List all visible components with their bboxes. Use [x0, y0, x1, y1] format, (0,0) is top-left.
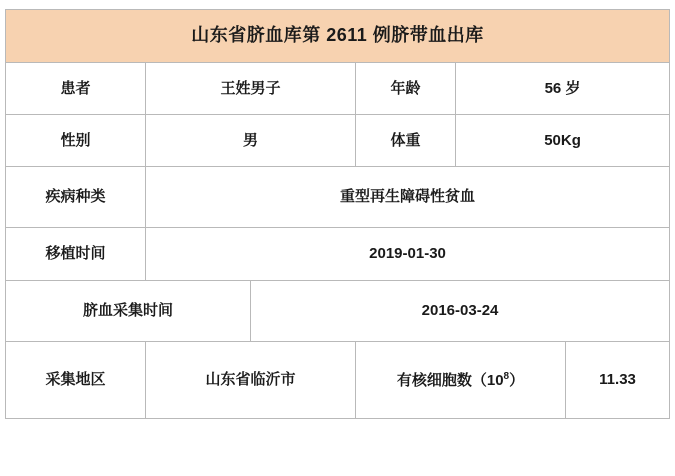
patient-value: 王姓男子: [146, 63, 356, 115]
disease-value: 重型再生障碍性贫血: [146, 167, 670, 228]
transplant-time-label: 移植时间: [6, 228, 146, 281]
gender-value: 男: [146, 115, 356, 167]
collection-region-value: 山东省临沂市: [146, 342, 356, 419]
table-row: [6, 228, 670, 281]
patient-label: 患者: [6, 63, 146, 115]
gender-label: 性别: [6, 115, 146, 167]
weight-label: 体重: [356, 115, 456, 167]
nucleated-cell-count-value: 11.33: [566, 342, 670, 419]
nucleated-cell-count-exponent: 8: [503, 370, 510, 382]
umbilical-cord-blood-release-table: [5, 9, 670, 419]
collection-time-value: 2016-03-24: [251, 281, 670, 342]
nucleated-cell-count-label: [356, 342, 566, 419]
transplant-time-value: 2019-01-30: [146, 228, 670, 281]
nucleated-cell-count-label-post: ）: [509, 371, 525, 389]
collection-region-label: 采集地区: [6, 342, 146, 419]
table-row: [6, 167, 670, 228]
table-row: [6, 63, 670, 115]
table-row: [6, 115, 670, 167]
page-title: 山东省脐血库第 2611 例脐带血出库: [6, 10, 670, 63]
weight-value: 50Kg: [456, 115, 670, 167]
age-value: 56 岁: [456, 63, 670, 115]
collection-time-label: 脐血采集时间: [6, 281, 251, 342]
table-row: [6, 342, 670, 419]
age-label: 年龄: [356, 63, 456, 115]
table-row: [6, 281, 670, 342]
certificate-table-container: [5, 9, 669, 465]
disease-label: 疾病种类: [6, 167, 146, 228]
table-row: [6, 10, 670, 63]
nucleated-cell-count-label-pre: 有核细胞数（10: [396, 371, 504, 389]
